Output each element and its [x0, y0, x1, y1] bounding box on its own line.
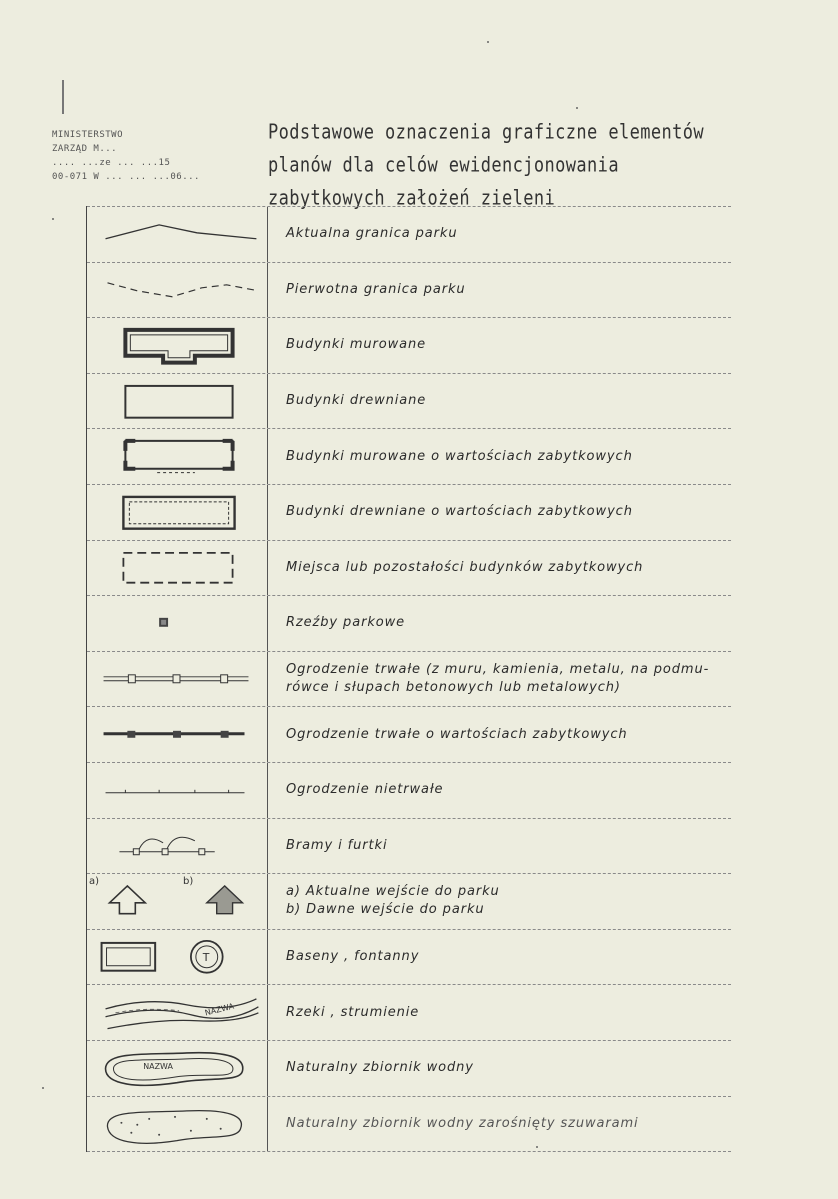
legend-row	[87, 930, 731, 986]
river-name-label: NAZWA	[203, 1001, 235, 1018]
legend-row	[87, 541, 731, 597]
legend-description: Miejsca lub pozostałości budynków zabytkowych	[286, 559, 644, 575]
legend-description: Rzeźby parkowe	[286, 615, 406, 631]
speck	[52, 218, 54, 220]
legend-description: Budynki murowane o wartościach zabytkowych	[286, 448, 633, 464]
label-b: b)	[183, 876, 194, 888]
permanent-fence-icon	[87, 652, 268, 707]
legend-row	[87, 596, 731, 652]
speck	[576, 107, 578, 109]
boundary-current-icon	[87, 207, 268, 262]
pond-icon	[87, 1041, 268, 1096]
legend-row	[87, 374, 731, 430]
stamp-line: MINISTERSTWO	[52, 130, 124, 140]
temporary-fence-icon	[87, 763, 268, 818]
legend-description: Aktualna granica parku	[286, 226, 458, 242]
legend-row	[87, 763, 731, 819]
historic-masonry-building-icon	[87, 429, 268, 484]
title-line: Podstawowe oznaczenia graficzne elementów	[268, 120, 705, 145]
sculpture-icon	[87, 596, 268, 651]
office-stamp	[52, 128, 262, 184]
legend-table	[86, 206, 731, 1152]
legend-row	[87, 819, 731, 875]
svg-text:T: T	[202, 950, 210, 964]
entrance-arrows-icon	[87, 874, 268, 929]
legend-row	[87, 985, 731, 1041]
historic-wooden-building-icon	[87, 485, 268, 540]
legend-description: Naturalny zbiornik wodny zarośnięty szuwarami	[286, 1115, 639, 1131]
stamp-line: ZARZĄD M...	[52, 144, 118, 154]
page-title	[268, 116, 708, 215]
legend-row	[87, 1097, 731, 1153]
pool-fountain-icon	[87, 930, 268, 985]
legend-row	[87, 652, 731, 708]
legend-row	[87, 1041, 731, 1097]
margin-mark	[62, 80, 64, 114]
legend-row	[87, 318, 731, 374]
legend-row	[87, 206, 731, 263]
building-remains-icon	[87, 541, 268, 596]
legend-description: Ogrodzenie nietrwałe	[286, 782, 444, 798]
stamp-line: 00-071 W ... ... ...06...	[52, 172, 200, 182]
stamp-line: .... ...ze ... ...15	[52, 158, 171, 168]
masonry-building-icon	[87, 318, 268, 373]
title-line: zabytkowych założeń zieleni	[268, 186, 556, 211]
historic-fence-icon	[87, 707, 268, 762]
gate-icon	[87, 819, 268, 874]
legend-description: Pierwotna granica parku	[286, 281, 466, 297]
speck	[487, 41, 489, 43]
legend-description: Baseny , fontanny	[286, 949, 420, 965]
legend-description: Rzeki , strumienie	[286, 1004, 420, 1020]
legend-description: Budynki drewniane o wartościach zabytkowych	[286, 504, 633, 520]
overgrown-pond-icon	[87, 1097, 268, 1152]
legend-row	[87, 707, 731, 763]
legend-description: a) Aktualne wejście do parku b) Dawne wejście do parku	[286, 884, 500, 918]
title-line: planów dla celów ewidencjonowania	[268, 153, 619, 178]
legend-description: Ogrodzenie trwałe (z muru, kamienia, metalu, na podmu- rówce i słupach betonowych lub metalowych)	[286, 662, 710, 696]
legend-description: Naturalny zbiornik wodny	[286, 1060, 474, 1076]
river-icon	[87, 985, 268, 1040]
speck	[42, 1087, 44, 1089]
legend-row	[87, 485, 731, 541]
wooden-building-icon	[87, 374, 268, 429]
boundary-original-icon	[87, 263, 268, 318]
legend-row	[87, 429, 731, 485]
legend-description: Budynki drewniane	[286, 393, 427, 409]
legend-description: Ogrodzenie trwałe o wartościach zabytkowych	[286, 726, 628, 742]
legend-description: Bramy i furtki	[286, 837, 388, 853]
legend-description: Budynki murowane	[286, 337, 427, 353]
legend-row	[87, 874, 731, 930]
pond-name-label: NAZWA	[143, 1061, 173, 1071]
legend-row	[87, 263, 731, 319]
label-a: a)	[89, 876, 100, 888]
